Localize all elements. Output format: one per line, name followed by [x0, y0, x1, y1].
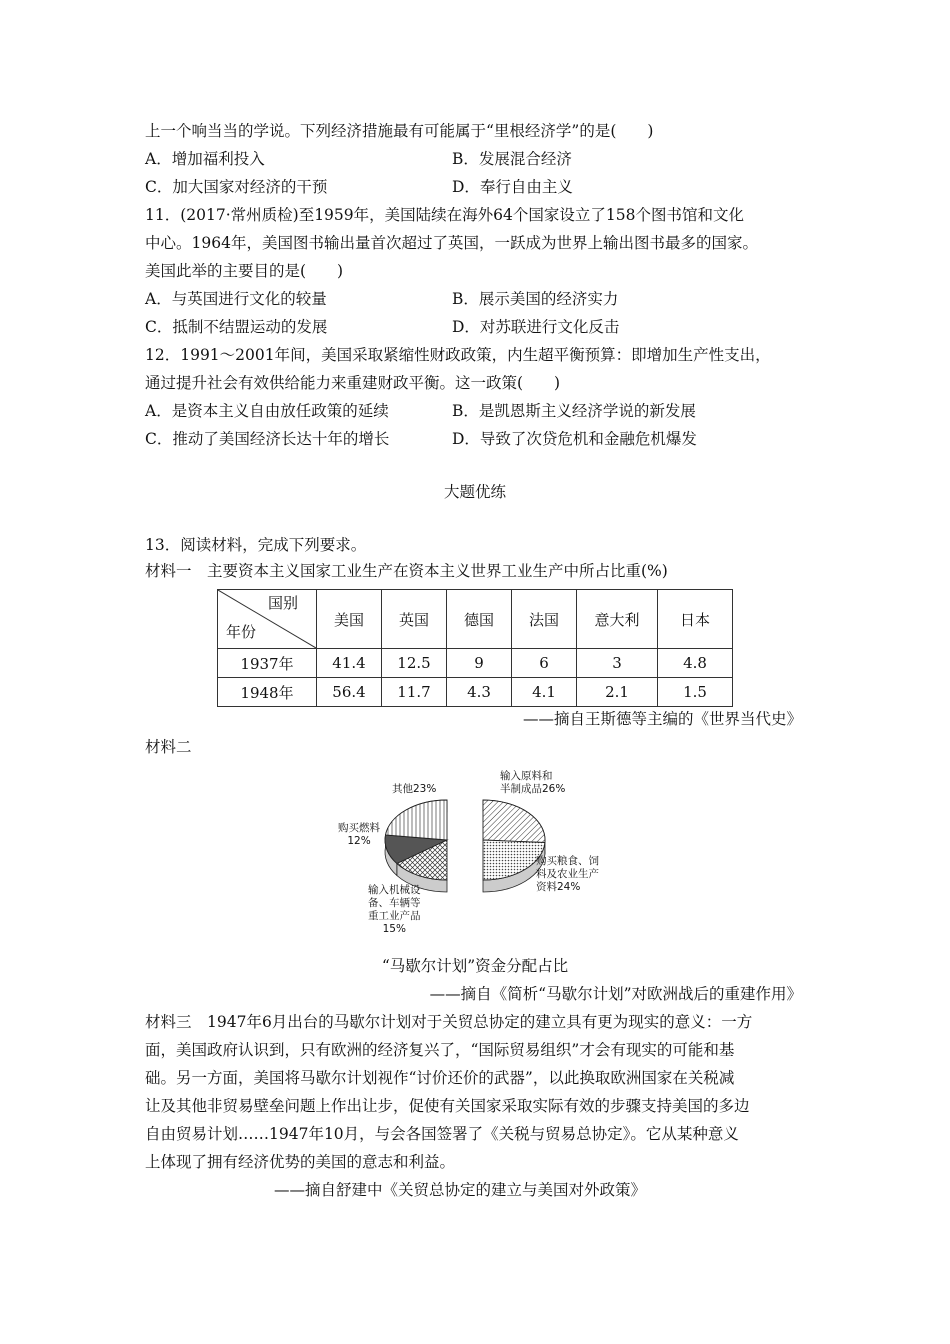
slice-label-fuel	[338, 822, 380, 848]
table-cell: 41.4	[317, 649, 382, 678]
slice-label-line: 料及农业生产	[536, 868, 599, 880]
slice-label-line: 其他23%	[392, 783, 437, 795]
q11-option-c: C．抵制不结盟运动的发展	[145, 318, 328, 336]
material-2-title: 材料二	[145, 738, 192, 756]
table-cell: 12.5	[382, 649, 447, 678]
column-header: 美国	[317, 590, 382, 649]
q12-option-c: C．推动了美国经济长达十年的增长	[145, 430, 390, 448]
material-3-line2: 面，美国政府认识到，只有欧洲的经济复兴了，“国际贸易组织”才会有现实的可能和基	[145, 1041, 735, 1059]
q10-stem: 上一个响当当的学说。下列经济措施最有可能属于“里根经济学”的是( )	[145, 122, 654, 140]
slice-label-line: 资料24%	[536, 881, 581, 893]
slice-raw-materials	[483, 800, 545, 843]
q12-option-a: A．是资本主义自由放任政策的延续	[145, 402, 389, 420]
column-header: 法国	[512, 590, 577, 649]
table-cell: 4.8	[658, 649, 733, 678]
table-cell: 4.1	[512, 678, 577, 707]
q12-option-d: D．导致了次贷危机和金融危机爆发	[452, 430, 697, 448]
year-cell: 1937年	[218, 649, 317, 678]
slice-label-raw-materials	[500, 770, 565, 796]
slice-label-line: 12%	[347, 835, 371, 847]
pie-slices	[385, 800, 545, 892]
slice-label-line: 重工业产品	[368, 910, 421, 922]
table-cell: 1.5	[658, 678, 733, 707]
industry-share-table	[217, 589, 733, 707]
table-cell: 2.1	[577, 678, 658, 707]
year-cell: 1948年	[218, 678, 317, 707]
q12-option-b: B．是凯恩斯主义经济学说的新发展	[452, 402, 696, 420]
slice-label-line: 半制成品26%	[500, 783, 566, 795]
section-title: 大题优练	[443, 483, 506, 501]
table-cell: 9	[447, 649, 512, 678]
slice-label-other	[392, 783, 436, 796]
material-1-source: ——摘自王斯德等主编的《世界当代史》	[522, 710, 802, 728]
chart-caption: “马歇尔计划”资金分配占比	[381, 957, 569, 975]
q10-option-b: B．发展混合经济	[452, 150, 572, 168]
q11-line2: 中心。1964年，美国图书输出量首次超过了英国，一跃成为世界上输出图书最多的国家。	[145, 234, 758, 252]
q11-line3: 美国此举的主要目的是( )	[145, 262, 344, 280]
table-row	[218, 678, 733, 707]
q11-option-a: A．与英国进行文化的较量	[145, 290, 327, 308]
slice-label-line: 输入机械设	[368, 884, 421, 896]
material-3-line4: 让及其他非贸易壁垒问题上作出让步，促使有关国家采取实际有效的步骤支持美国的多边	[145, 1097, 750, 1115]
table-corner-cell	[218, 590, 317, 649]
table-cell: 3	[577, 649, 658, 678]
slice-label-line: 购买粮食、饲	[536, 855, 599, 867]
material-3-line6: 上体现了拥有经济优势的美国的意志和利益。	[145, 1153, 456, 1171]
table-cell: 4.3	[447, 678, 512, 707]
q12-line2: 通过提升社会有效供给能力来重建财政平衡。这一政策( )	[145, 374, 561, 392]
material-2-source: ——摘自《简析“马歇尔计划”对欧洲战后的重建作用》	[429, 985, 802, 1003]
table-header-row	[218, 590, 733, 649]
q11-option-b: B．展示美国的经济实力	[452, 290, 619, 308]
table-cell: 6	[512, 649, 577, 678]
q13-intro: 13．阅读材料，完成下列要求。	[145, 536, 367, 554]
material-3-line3: 础。另一方面，美国将马歇尔计划视作“讨价还价的武器”，以此换取欧洲国家在关税减	[145, 1069, 735, 1087]
q11-option-d: D．对苏联进行文化反击	[452, 318, 620, 336]
corner-country-label: 国别	[267, 594, 298, 612]
table-cell: 11.7	[382, 678, 447, 707]
material-1-title: 材料一 主要资本主义国家工业生产在资本主义世界工业生产中所占比重(%)	[145, 562, 668, 580]
table-cell: 56.4	[317, 678, 382, 707]
slice-other	[385, 800, 447, 840]
slice-label-line: 输入原料和	[500, 770, 553, 782]
corner-year-label: 年份	[226, 623, 257, 641]
q11-line1: 11．(2017·常州质检)至1959年，美国陆续在海外64个国家设立了158个图书馆和文化	[145, 206, 744, 224]
slice-label-food	[536, 855, 599, 894]
column-header: 日本	[658, 590, 733, 649]
material-3-source: ——摘自舒建中《关贸总协定的建立与美国对外政策》	[274, 1181, 647, 1199]
material-3-line1: 材料三 1947年6月出台的马歇尔计划对于关贸总协定的建立具有更为现实的意义：一方	[145, 1013, 753, 1031]
q10-option-d: D．奉行自由主义	[452, 178, 573, 196]
material-3-line5: 自由贸易计划……1947年10月，与会各国签署了《关税与贸易总协定》。它从某种意义	[145, 1125, 739, 1143]
slice-label-line: 15%	[382, 923, 406, 935]
q10-option-c: C．加大国家对经济的干预	[145, 178, 328, 196]
q10-option-a: A．增加福利投入	[145, 150, 265, 168]
column-header: 英国	[382, 590, 447, 649]
column-header: 德国	[447, 590, 512, 649]
table-row	[218, 649, 733, 678]
slice-label-line: 备、车辆等	[368, 897, 421, 909]
column-header: 意大利	[577, 590, 658, 649]
q12-line1: 12．1991～2001年间，美国采取紧缩性财政政策，内生超平衡预算：即增加生产性支出，	[145, 346, 771, 364]
slice-label-line: 购买燃料	[338, 822, 380, 834]
slice-label-machinery	[368, 884, 421, 936]
